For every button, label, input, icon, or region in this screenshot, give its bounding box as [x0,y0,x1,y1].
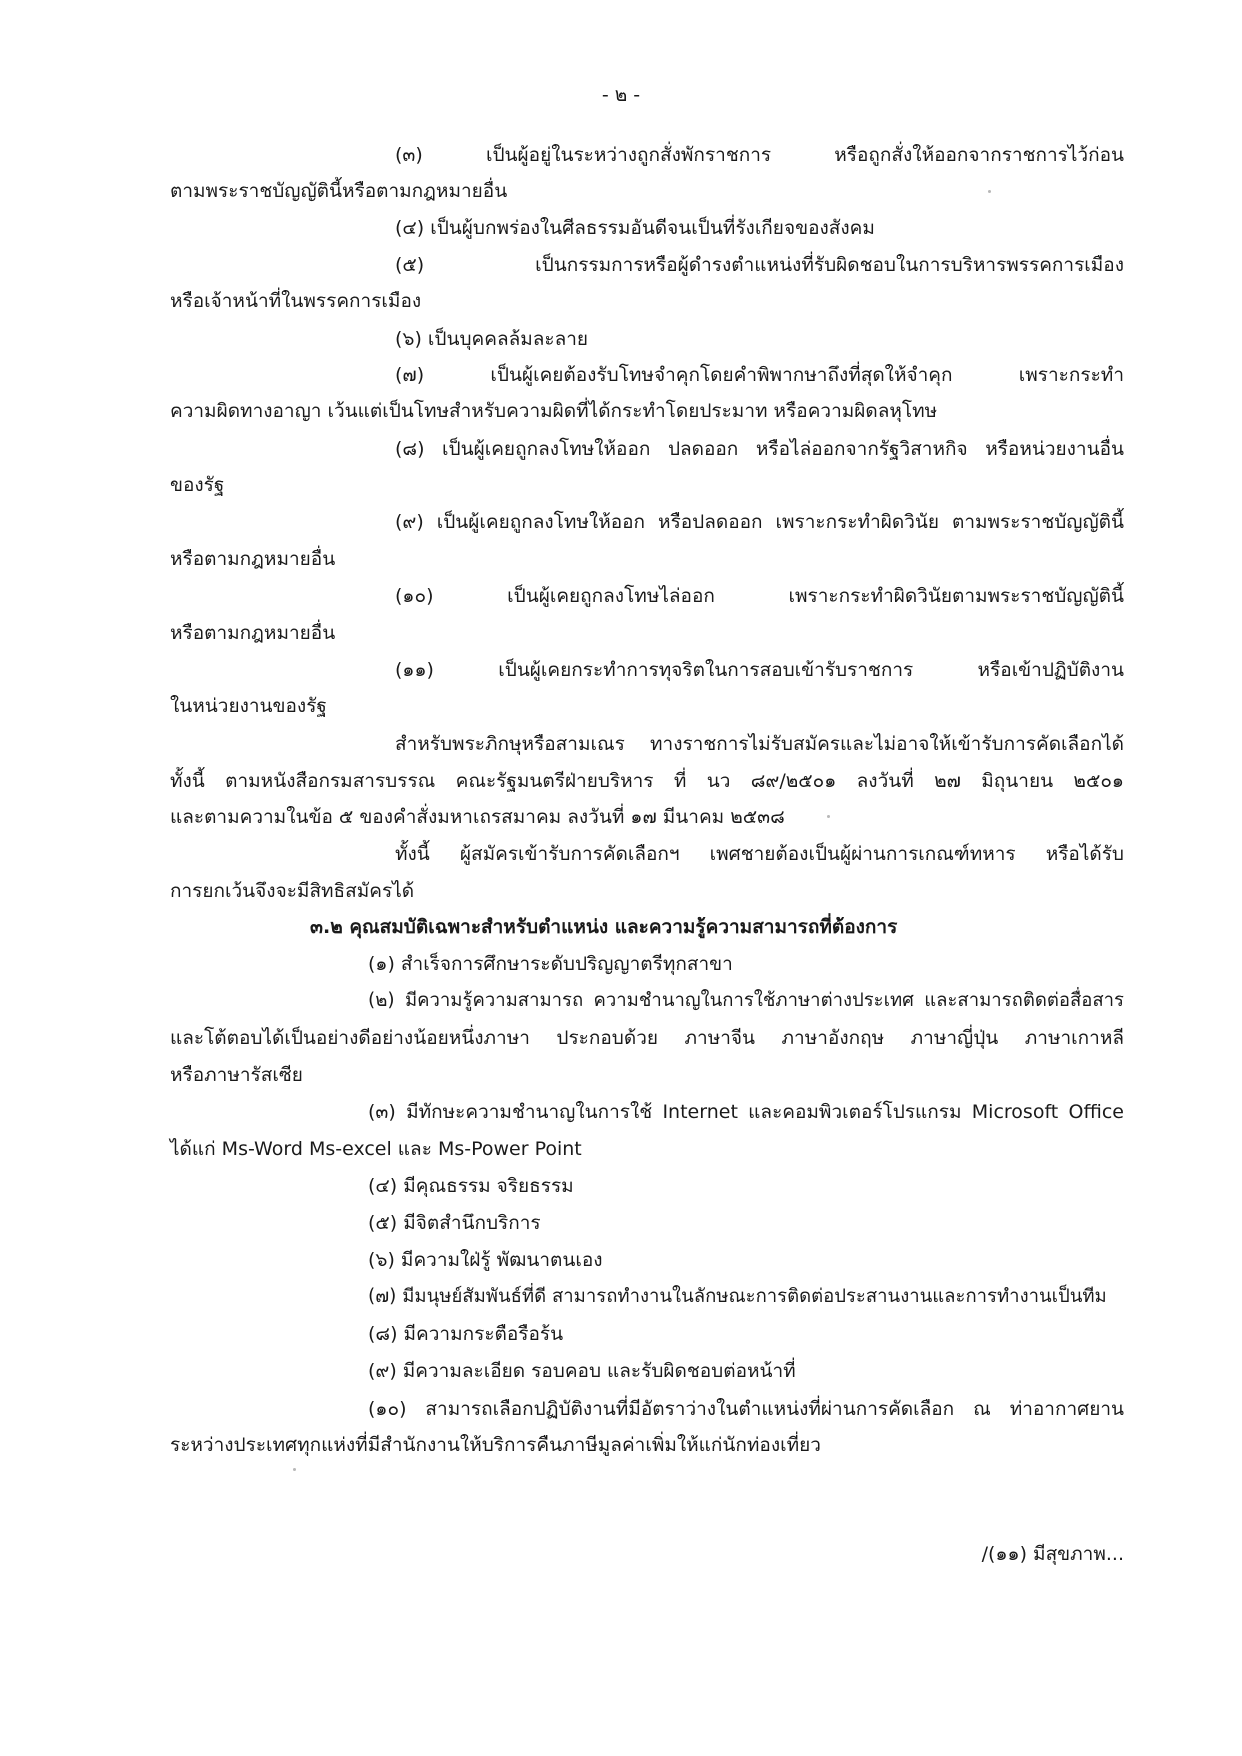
qual-item-2-line-2: และโต้ตอบได้เป็นอย่างดีอย่างน้อยหนึ่งภาษา ประกอบด้วย ภาษาจีน ภาษาอังกฤษ ภาษาญี่ปุ่น ภาษาเกาหลี [170,1027,1124,1049]
disq-item-9-line-1: (๙) เป็นผู้เคยถูกลงโทษให้ออก หรือปลดออก เพราะกระทำผิดวินัย ตามพระราชบัญญัตินี้ [395,511,1124,533]
continuation-marker: /(๑๑) มีสุขภาพ... [981,1543,1124,1565]
qual-item-2-line-3: หรือภาษารัสเซีย [170,1064,303,1086]
qual-item-3-line-2: ได้แก่ Ms-Word Ms-excel และ Ms-Power Point [170,1138,582,1160]
military-note-line-2: การยกเว้นจึงจะมีสิทธิสมัครได้ [170,880,415,902]
qual-item-2-line-1: (๒) มีความรู้ความสามารถ ความชำนาญในการใช้ภาษาต่างประเทศ และสามารถติดต่อสื่อสาร [368,990,1124,1011]
monk-note-line-3: และตามความในข้อ ๕ ของคำสั่งมหาเถรสมาคม ลงวันที่ ๑๗ มีนาคม ๒๕๓๘ [170,806,785,828]
disq-item-7-line-2: ความผิดทางอาญา เว้นแต่เป็นโทษสำหรับความผิดที่ได้กระทำโดยประมาท หรือความผิดลหุโทษ [170,400,938,422]
qual-item-4: (๔) มีคุณธรรม จริยธรรม [368,1175,574,1197]
disq-item-11-line-1: (๑๑) เป็นผู้เคยกระทำการทุจริตในการสอบเข้ารับราชการ หรือเข้าปฏิบัติงาน [395,659,1124,681]
disq-item-7-line-1: (๗) เป็นผู้เคยต้องรับโทษจำคุกโดยคำพิพากษาถึงที่สุดให้จำคุก เพราะกระทำ [395,364,1124,386]
disq-item-6: (๖) เป็นบุคคลล้มละลาย [395,328,589,350]
scan-speck [293,1468,296,1471]
qual-item-5: (๕) มีจิตสำนึกบริการ [368,1212,541,1234]
qual-item-8: (๘) มีความกระตือรือร้น [368,1323,564,1345]
disq-item-5-line-2: หรือเจ้าหน้าที่ในพรรคการเมือง [170,290,422,312]
military-note-line-1: ทั้งนี้ ผู้สมัครเข้ารับการคัดเลือกฯ เพศชายต้องเป็นผู้ผ่านการเกณฑ์ทหาร หรือได้รับ [395,843,1124,865]
qual-item-3-line-1: (๓) มีทักษะความชำนาญในการใช้ Internet และคอมพิวเตอร์โปรแกรม Microsoft Office [368,1101,1124,1123]
disq-item-9-line-2: หรือตามกฎหมายอื่น [170,548,336,570]
monk-note-line-1: สำหรับพระภิกษุหรือสามเณร ทางราชการไม่รับสมัครและไม่อาจให้เข้ารับการคัดเลือกได้ [395,733,1124,755]
disq-item-8-line-1: (๘) เป็นผู้เคยถูกลงโทษให้ออก ปลดออก หรือไล่ออกจากรัฐวิสาหกิจ หรือหน่วยงานอื่น [395,438,1124,460]
qual-item-10-line-2: ระหว่างประเทศทุกแห่งที่มีสำนักงานให้บริการคืนภาษีมูลค่าเพิ่มให้แก่นักท่องเที่ยว [170,1434,821,1456]
disq-item-8-line-2: ของรัฐ [170,474,225,496]
qual-item-6: (๖) มีความใฝ่รู้ พัฒนาตนเอง [368,1249,603,1271]
qual-item-1: (๑) สำเร็จการศึกษาระดับปริญญาตรีทุกสาขา [368,953,733,975]
disq-item-4: (๔) เป็นผู้บกพร่องในศีลธรรมอันดีจนเป็นที่รังเกียจของสังคม [395,217,875,239]
page-number: - ๒ - [601,84,641,106]
disq-item-11-line-2: ในหน่วยงานของรัฐ [170,695,327,717]
disq-item-3-line-1: (๓) เป็นผู้อยู่ในระหว่างถูกสั่งพักราชการ หรือถูกสั่งให้ออกจากราชการไว้ก่อน [395,144,1124,166]
section-3-2-heading: ๓.๒ คุณสมบัติเฉพาะสำหรับตำแหน่ง และความรู้ความสามารถที่ต้องการ [310,916,898,938]
disq-item-3-line-2: ตามพระราชบัญญัตินี้หรือตามกฎหมายอื่น [170,180,508,202]
disq-item-10-line-1: (๑๐) เป็นผู้เคยถูกลงโทษไล่ออก เพราะกระทำผิดวินัยตามพระราชบัญญัตินี้ [395,585,1124,607]
qual-item-7: (๗) มีมนุษย์สัมพันธ์ที่ดี สามารถทำงานในลักษณะการติดต่อประสานงานและการทำงานเป็นทีม [368,1286,1107,1307]
disq-item-5-line-1: (๕) เป็นกรรมการหรือผู้ดำรงตำแหน่งที่รับผิดชอบในการบริหารพรรคการเมือง [395,254,1124,276]
scan-speck [827,815,830,818]
monk-note-line-2: ทั้งนี้ ตามหนังสือกรมสารบรรณ คณะรัฐมนตรีฝ่ายบริหาร ที่ นว ๘๙/๒๕๐๑ ลงวันที่ ๒๗ มิถุนายน ๒๕๐๑ [170,770,1124,792]
scan-speck [988,190,991,193]
qual-item-9: (๙) มีความละเอียด รอบคอบ และรับผิดชอบต่อหน้าที่ [368,1360,796,1382]
disq-item-10-line-2: หรือตามกฎหมายอื่น [170,622,336,644]
qual-item-10-line-1: (๑๐) สามารถเลือกปฏิบัติงานที่มีอัตราว่างในตำแหน่งที่ผ่านการคัดเลือก ณ ท่าอากาศยาน [368,1398,1124,1420]
